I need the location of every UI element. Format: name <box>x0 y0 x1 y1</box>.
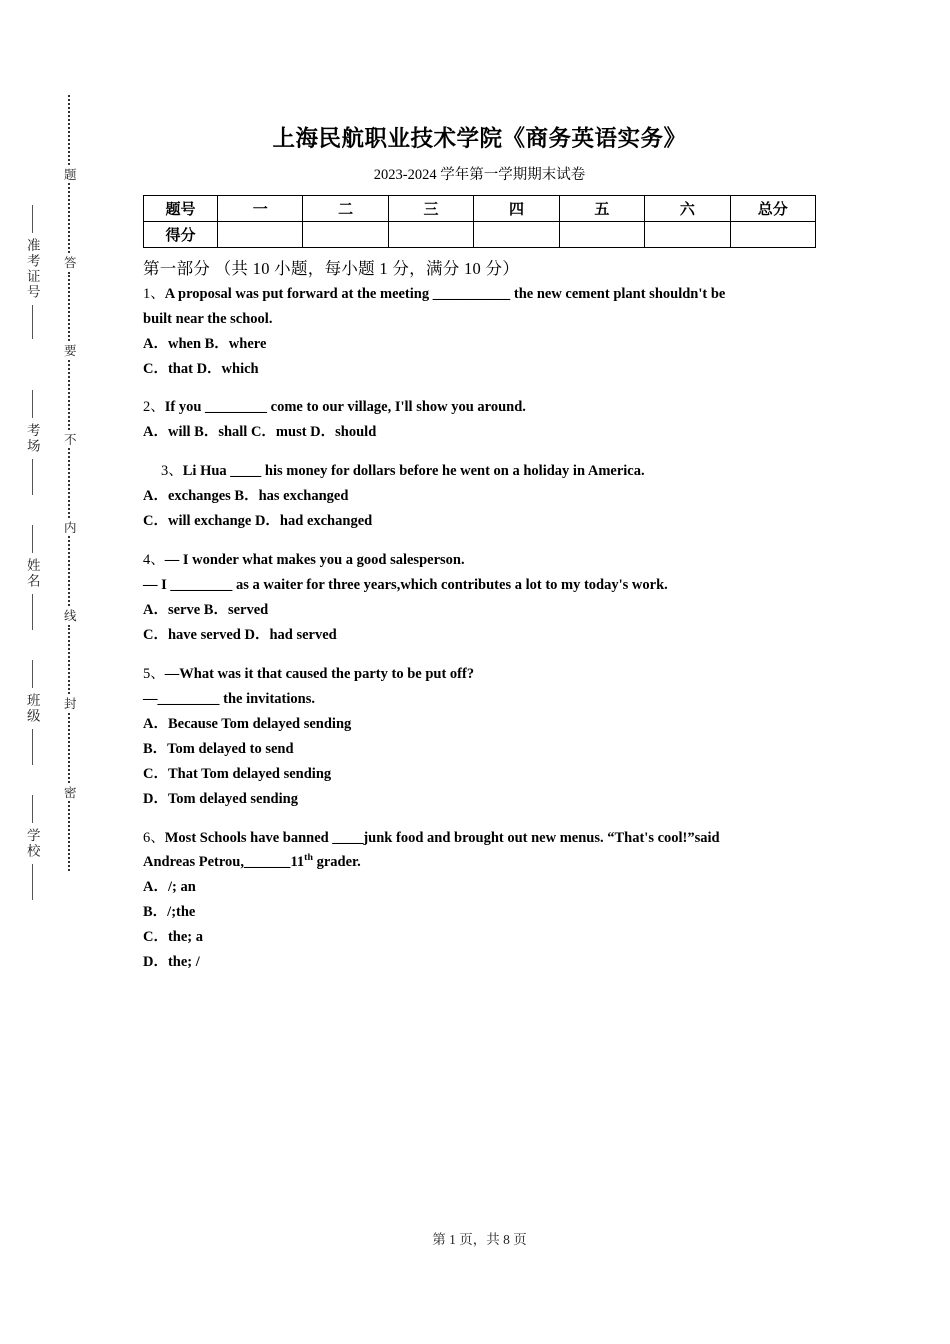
answer-blank[interactable]: ________ <box>170 577 233 594</box>
seal-dot-char: 要 <box>62 344 77 357</box>
score-table-header-1: 二 <box>303 195 388 221</box>
question-number: 5、 <box>143 665 165 682</box>
seal-label-1 <box>10 390 54 495</box>
question-6 <box>143 826 816 976</box>
table-row <box>144 221 816 247</box>
seal-rule-above <box>32 205 33 233</box>
question-text: —________ the invitations. <box>143 690 315 707</box>
question-number: 2、 <box>143 399 165 416</box>
page-subtitle: 2023-2024 学年第一学期期末试卷 <box>373 167 586 184</box>
seal-label-text: 姓名 <box>24 558 40 589</box>
question-option-0[interactable]: A．serve B．served <box>143 602 269 619</box>
answer-blank[interactable]: ________ <box>157 690 220 707</box>
question-option-1[interactable]: B．Tom delayed to send <box>143 740 294 757</box>
sections-container <box>143 248 816 975</box>
score-table-row-label: 得分 <box>144 221 218 247</box>
seal-rule-below <box>32 305 33 339</box>
seal-dot-segment <box>68 801 70 871</box>
score-table-body <box>144 195 816 247</box>
seal-label-0 <box>10 205 54 339</box>
score-cell-0[interactable] <box>218 221 303 247</box>
section-heading-0: 第一部分 （共 10 小题，每小题 1 分，满分 10 分） <box>143 258 520 278</box>
question-stem-cont <box>143 573 816 598</box>
answer-blank[interactable]: __________ <box>432 285 511 302</box>
question-stem <box>143 662 816 687</box>
question-4 <box>143 548 816 648</box>
score-table-header-4: 五 <box>559 195 644 221</box>
seal-margin-area <box>0 0 135 1344</box>
question-option-0[interactable]: A．Because Tom delayed sending <box>143 715 352 732</box>
score-table-header-3: 四 <box>474 195 559 221</box>
question-option-0[interactable]: A．exchanges B．has exchanged <box>143 488 349 505</box>
question-1 <box>143 282 816 382</box>
seal-dot-segment <box>68 448 70 518</box>
question-option-0[interactable]: A．will B．shall C．must D．should <box>143 424 377 441</box>
question-spacer <box>143 648 816 662</box>
question-option-1[interactable]: C．have served D．had served <box>143 626 337 643</box>
question-stem-cont <box>143 850 816 875</box>
seal-rule-below <box>32 864 33 900</box>
question-stem <box>143 459 816 484</box>
seal-dot-segment <box>68 95 70 165</box>
table-row <box>144 195 816 221</box>
seal-dot-segment <box>68 272 70 342</box>
answer-blank[interactable]: ________ <box>205 399 268 416</box>
question-text: — I wonder what makes you a good salesperson. <box>164 552 465 569</box>
seal-dot-segment <box>68 625 70 695</box>
question-stem-cont <box>143 687 816 712</box>
question-stem <box>143 282 816 307</box>
seal-dotted-line <box>58 95 80 915</box>
score-table-header-0: 一 <box>218 195 303 221</box>
seal-dot-char: 题 <box>62 167 77 181</box>
seal-label-text: 学校 <box>24 828 40 859</box>
question-2 <box>143 395 816 445</box>
page-title: 上海民航职业技术学院《商务英语实务》 <box>272 126 687 152</box>
answer-blank[interactable]: ____ <box>332 829 364 846</box>
question-spacer <box>143 381 816 395</box>
question-text: built near the school. <box>143 310 273 327</box>
score-cell-2[interactable] <box>388 221 473 247</box>
seal-dot-char: 线 <box>62 609 77 622</box>
question-option-2[interactable]: C．the; a <box>143 929 204 946</box>
question-stem-cont <box>143 307 816 332</box>
seal-rule-below <box>32 459 33 495</box>
answer-blank[interactable]: ______ <box>243 854 291 871</box>
score-cell-6[interactable] <box>730 221 815 247</box>
seal-label-column <box>10 85 54 945</box>
seal-dot-char: 内 <box>62 520 77 534</box>
seal-rule-below <box>32 729 33 765</box>
seal-rule-above <box>32 390 33 418</box>
score-cell-3[interactable] <box>474 221 559 247</box>
seal-dot-char: 封 <box>62 697 77 710</box>
seal-label-3 <box>10 660 54 765</box>
score-table-header-6: 总分 <box>730 195 815 221</box>
score-cell-5[interactable] <box>645 221 730 247</box>
question-text: Li Hua ____ his money for dollars before he went on a holiday in America. <box>182 463 645 480</box>
question-option-1[interactable]: B．/;the <box>143 904 196 921</box>
question-stem <box>143 548 816 573</box>
question-spacer <box>143 534 816 548</box>
question-text: —What was it that caused the party to be put off? <box>164 665 475 682</box>
question-option-0[interactable]: A．/; an <box>143 879 196 896</box>
seal-dot-segment <box>68 360 70 430</box>
question-option-1[interactable]: C．will exchange D．had exchanged <box>143 513 373 530</box>
score-table-header-2: 三 <box>388 195 473 221</box>
question-stem <box>143 395 816 420</box>
question-option-2[interactable]: C．That Tom delayed sending <box>143 765 332 782</box>
seal-label-text: 考场 <box>24 423 40 454</box>
question-option-3[interactable]: D．the; / <box>143 954 200 971</box>
seal-dot-char: 答 <box>62 256 77 269</box>
question-text: If you ________ come to our village, I'll show you around. <box>164 399 526 416</box>
seal-label-4 <box>10 795 54 900</box>
score-table-row-label: 题号 <box>144 195 218 221</box>
seal-dot-char: 密 <box>62 785 77 799</box>
question-3 <box>143 459 816 534</box>
seal-rule-above <box>32 525 33 553</box>
seal-rule-above <box>32 795 33 823</box>
question-spacer <box>143 445 816 459</box>
question-text: Most Schools have banned ____junk food and brought out new menus. “That's cool!”said <box>164 829 720 846</box>
score-table <box>143 195 816 248</box>
seal-label-text: 准考证号 <box>24 238 40 300</box>
score-cell-4[interactable] <box>559 221 644 247</box>
document-body <box>143 0 816 975</box>
seal-rule-below <box>32 594 33 630</box>
question-number: 4、 <box>143 552 165 569</box>
seal-rule-above <box>32 660 33 688</box>
page-footer: 第 1 页，共 8 页 <box>432 1232 527 1247</box>
seal-dot-segment <box>68 713 70 783</box>
score-cell-1[interactable] <box>303 221 388 247</box>
answer-blank[interactable]: ____ <box>230 463 262 480</box>
question-stem <box>143 826 816 851</box>
question-number: 1、 <box>143 285 165 302</box>
question-5 <box>143 662 816 812</box>
question-option-3[interactable]: D．Tom delayed sending <box>143 790 298 807</box>
question-text: — I ________ as a waiter for three years,which contributes a lot to my today's work. <box>143 577 668 594</box>
question-option-0[interactable]: A．when B．where <box>143 335 267 352</box>
question-option-1[interactable]: C．that D．which <box>143 360 259 377</box>
question-spacer <box>143 812 816 826</box>
seal-label-text: 班级 <box>24 693 40 724</box>
question-number: 3、 <box>161 463 183 480</box>
seal-dot-segment <box>68 536 70 606</box>
seal-dot-segment <box>68 183 70 253</box>
question-text: Andreas Petrou,______11th grader. <box>143 852 361 871</box>
score-table-header-5: 六 <box>645 195 730 221</box>
seal-label-2 <box>10 525 54 630</box>
question-text: A proposal was put forward at the meeting __________ the new cement plant shouldn't be <box>164 285 726 302</box>
seal-dot-char: 不 <box>62 432 77 446</box>
question-number: 6、 <box>143 829 165 846</box>
